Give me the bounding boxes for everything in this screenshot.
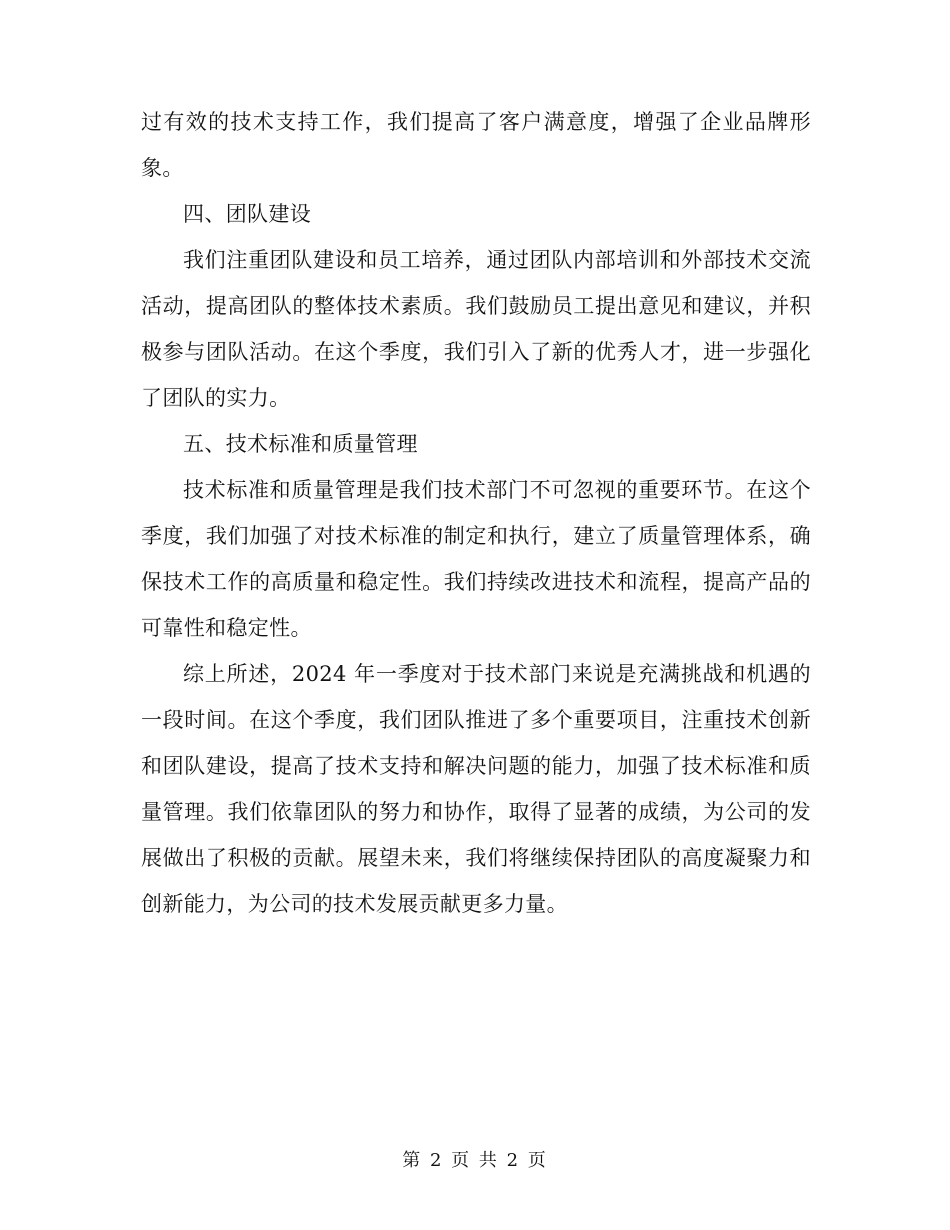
- paragraph-summary: 综上所述，2024 年一季度对于技术部门来说是充满挑战和机遇的一段时间。在这个季度，我们团队推进了多个重要项目，注重技术创新和团队建设，提高了技术支持和解决问题的能力，加强了技术标准和质量管理。我们依靠团队的努力和协作，取得了显著的成绩，为公司的发展做出了积极的贡献。展望未来，我们将继续保持团队的高度凝聚力和创新能力，为公司的技术发展贡献更多力量。: [141, 662, 811, 916]
- page-number-footer: 第 2 页 共 2 页: [402, 1150, 548, 1171]
- paragraph-team-building: 我们注重团队建设和员工培养，通过团队内部培训和外部技术交流活动，提高团队的整体技术素质。我们鼓励员工提出意见和建议，并积极参与团队活动。在这个季度，我们引入了新的优秀人才，进一步强化了团队的实力。: [141, 248, 811, 410]
- paragraph-quality-management: 技术标准和质量管理是我们技术部门不可忽视的重要环节。在这个季度，我们加强了对技术标准的制定和执行，建立了质量管理体系，确保技术工作的高质量和稳定性。我们持续改进技术和流程，提高产品的可靠性和稳定性。: [141, 478, 811, 640]
- paragraph-continued: 过有效的技术支持工作，我们提高了客户满意度，增强了企业品牌形象。: [141, 110, 811, 180]
- section-heading-quality-management: 五、技术标准和质量管理: [183, 432, 418, 456]
- section-heading-team-building: 四、团队建设: [183, 202, 312, 226]
- document-body: [141, 99, 811, 927]
